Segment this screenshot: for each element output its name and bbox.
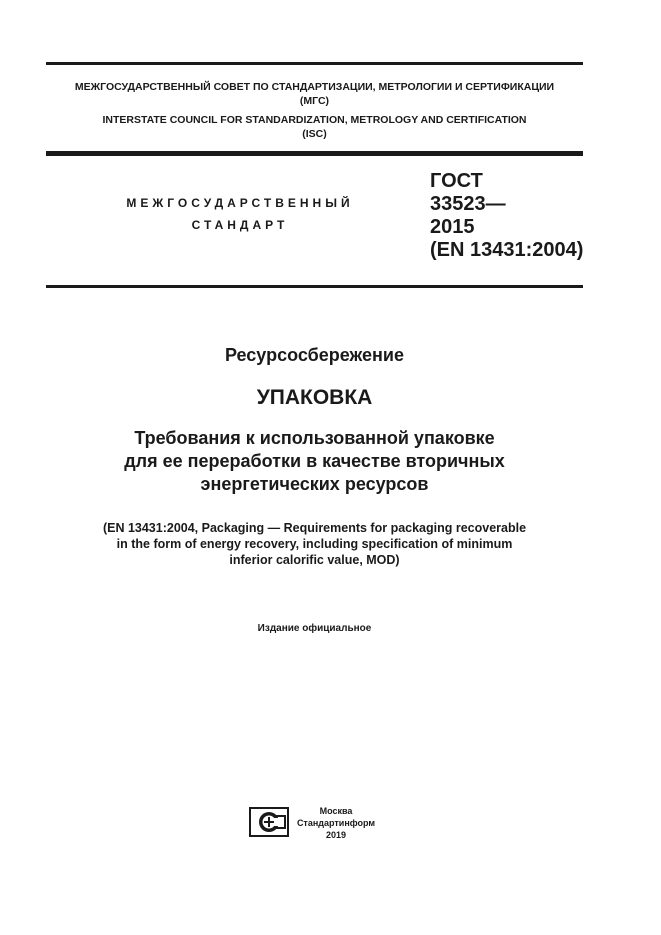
council-ru-line1: МЕЖГОСУДАРСТВЕННЫЙ СОВЕТ ПО СТАНДАРТИЗАЦИИ, МЕТРОЛОГИИ И СЕРТИФИКАЦИИ xyxy=(74,81,555,93)
edition-label: Издание официальное xyxy=(257,623,372,634)
standard-type-label xyxy=(90,192,390,236)
council-en-line2: (ISC) xyxy=(302,128,327,140)
subtitle-line3: энергетических ресурсов xyxy=(200,474,429,494)
en-title-line2: in the form of energy recovery, including specification of minimum xyxy=(116,537,513,551)
gost-line2: 33523— xyxy=(430,193,506,215)
publisher-year: 2019 xyxy=(325,830,347,840)
document-topic: Ресурсосбережение xyxy=(224,345,405,365)
council-name-en xyxy=(46,113,583,141)
gost-line4: (EN 13431:2004) xyxy=(430,239,584,261)
en-title-line1: (EN 13431:2004, Packaging — Requirements for packaging recoverable xyxy=(102,521,527,535)
en-title-line3: inferior calorific value, MOD) xyxy=(229,553,400,567)
standard-label-line2: СТАНДАРТ xyxy=(191,218,289,232)
gost-line1: ГОСТ xyxy=(430,170,483,192)
publisher-city: Москва xyxy=(319,806,353,816)
designation-rule xyxy=(46,285,583,288)
document-subtitle xyxy=(46,427,583,496)
document-main-title: УПАКОВКА xyxy=(256,386,373,409)
header-rule-thick xyxy=(46,151,583,156)
council-en-line1: INTERSTATE COUNCIL FOR STANDARDIZATION, METROLOGY AND CERTIFICATION xyxy=(102,114,527,126)
publisher-imprint xyxy=(296,805,376,841)
top-rule-thin xyxy=(46,62,583,65)
standard-label-line1: МЕЖГОСУДАРСТВЕННЫЙ xyxy=(126,196,354,210)
council-ru-line2: (МГС) xyxy=(299,95,330,107)
standartinform-logo-icon xyxy=(249,807,289,837)
english-title xyxy=(46,520,583,568)
council-name-ru xyxy=(46,80,583,108)
gost-line3: 2015 xyxy=(430,216,475,238)
subtitle-line1: Требования к использованной упаковке xyxy=(134,428,495,448)
subtitle-line2: для ее переработки в качестве вторичных xyxy=(124,451,505,471)
publisher-name: Стандартинформ xyxy=(296,818,376,828)
gost-designation xyxy=(430,170,630,262)
